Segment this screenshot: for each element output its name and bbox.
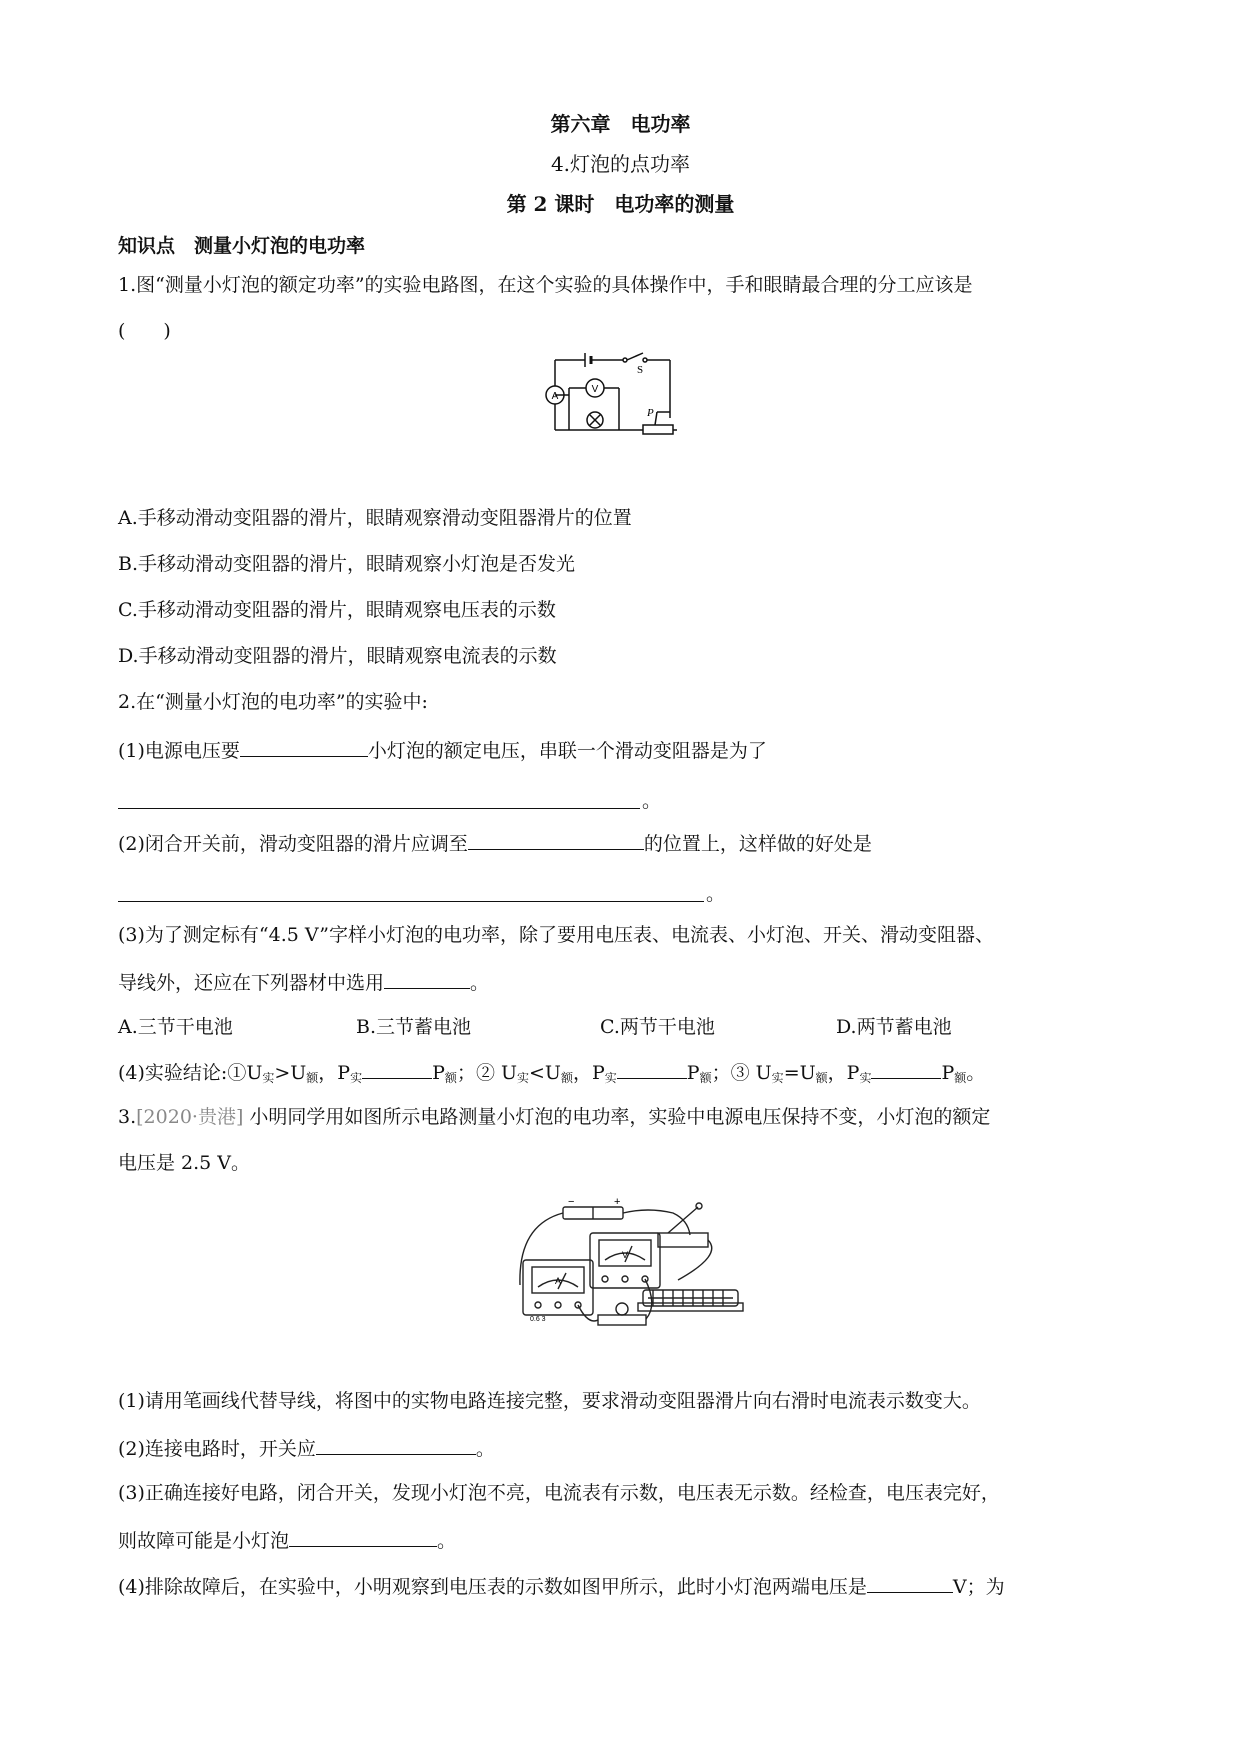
sub-e-2: 额 xyxy=(444,1071,457,1085)
sub-shi-4: 实 xyxy=(604,1071,617,1085)
sub-e-6: 额 xyxy=(954,1071,967,1085)
q3-part4-blank[interactable] xyxy=(867,1572,953,1593)
q2-part1-a: (1)电源电压要 xyxy=(118,740,240,762)
battery-plus: + xyxy=(614,1196,621,1208)
lesson-title: 第 2 课时 电功率的测量 xyxy=(506,192,735,216)
q2-part2-blank[interactable] xyxy=(468,829,644,850)
q2-part1-b: 小灯泡的额定电压，串联一个滑动变阻器是为了 xyxy=(367,740,767,762)
q3-source: [2020·贵港] xyxy=(136,1106,244,1128)
q2-part3-a: (3)为了测定标有“4.5 V”字样小灯泡的电功率，除了要用电压表、电流表、小灯泡、开关、滑动变阻器、 xyxy=(118,924,995,946)
q2-semi-2: ； xyxy=(711,1062,731,1084)
q2-p-2: P xyxy=(686,1062,700,1084)
ammeter-label: A xyxy=(551,391,559,402)
q2-part1-blank[interactable] xyxy=(240,736,368,757)
q2-option-c: C.两节干电池 xyxy=(600,1016,715,1038)
q3-stem-2: 电压是 2.5 V。 xyxy=(118,1152,251,1174)
q2-gt: >U xyxy=(274,1062,307,1084)
ammeter-scale-label: 0.6 3 xyxy=(530,1316,546,1323)
q1-stem: 1.图“测量小灯泡的额定功率”的实验电路图，在这个实验的具体操作中，手和眼睛最合理的分工应该是 xyxy=(118,274,973,296)
q2-part2 xyxy=(118,829,872,857)
switch-label: S xyxy=(637,364,644,376)
q2-part2-b: 的位置上，这样做的好处是 xyxy=(643,833,872,855)
q2-part1 xyxy=(118,736,767,764)
q3-circuit-figure xyxy=(508,1195,758,1335)
sub-e-5: 额 xyxy=(815,1071,828,1085)
q2-stem: 2.在“测量小灯泡的电功率”的实验中: xyxy=(118,691,428,713)
q3-part2-a: (2)连接电路时，开关应 xyxy=(118,1438,316,1460)
q2-comma-p-1: ，P xyxy=(318,1062,351,1084)
section-title: 4.灯泡的点功率 xyxy=(550,152,691,176)
sub-shi-6: 实 xyxy=(859,1071,872,1085)
slider-label: P xyxy=(647,407,654,419)
q2-p-3: P xyxy=(941,1062,955,1084)
q2-option-d: D.两节蓄电池 xyxy=(836,1016,952,1038)
sub-e-4: 额 xyxy=(699,1071,712,1085)
battery-minus: − xyxy=(568,1196,575,1208)
voltmeter-label: V xyxy=(591,384,599,395)
q3-part4 xyxy=(118,1572,1005,1600)
q2-part3 xyxy=(118,968,489,996)
sub-e-3: 额 xyxy=(560,1071,573,1085)
q3-part3-b: 则故障可能是小灯泡 xyxy=(118,1530,290,1552)
sub-shi-1: 实 xyxy=(262,1071,275,1085)
q2-part3-b: 导线外，还应在下列器材中选用 xyxy=(118,972,385,994)
q2-p4-prefix: (4)实验结论:①U xyxy=(118,1062,263,1084)
q2-comma-p-3: ，P xyxy=(827,1062,860,1084)
q3-part3-period: 。 xyxy=(437,1530,457,1552)
voltmeter-fig-label: V xyxy=(621,1250,629,1260)
knowledge-point: 知识点 测量小灯泡的电功率 xyxy=(118,235,366,257)
q2-part1-period: 。 xyxy=(642,790,662,812)
ammeter-fig-label: A xyxy=(554,1276,562,1286)
q3-part3-a: (3)正确连接好电路，闭合开关，发现小灯泡不亮，电流表有示数，电压表无示数。经检查，电压表完好， xyxy=(118,1482,1000,1504)
q3-part2-blank[interactable] xyxy=(316,1434,476,1455)
q2-lt: <U xyxy=(529,1062,561,1084)
q3-part4-a: (4)排除故障后，在实验中，小明观察到电压表的示数如图甲所示，此时小灯泡两端电压是 xyxy=(118,1576,867,1598)
sub-e-1: 额 xyxy=(306,1071,319,1085)
sub-shi-5: 实 xyxy=(771,1071,784,1085)
q2-part4-period: 。 xyxy=(966,1062,986,1084)
q2-part2-a: (2)闭合开关前，滑动变阻器的滑片应调至 xyxy=(118,833,468,855)
q1-option-a: A.手移动滑动变阻器的滑片，眼睛观察滑动变阻器滑片的位置 xyxy=(118,507,632,529)
sub-shi-2: 实 xyxy=(350,1071,363,1085)
q2-semi-1: ； xyxy=(456,1062,476,1084)
q1-option-b: B.手移动滑动变阻器的滑片，眼睛观察小灯泡是否发光 xyxy=(118,553,576,575)
q2-p-1: P xyxy=(432,1062,445,1084)
q2-comma-p-2: ，P xyxy=(572,1062,605,1084)
q3-part4-b: V；为 xyxy=(952,1576,1005,1598)
q2-part4-blank-3[interactable] xyxy=(871,1058,941,1079)
q2-part3-period: 。 xyxy=(470,972,490,994)
q2-part4 xyxy=(118,1058,985,1091)
sub-shi-3: 实 xyxy=(517,1071,530,1085)
q3-part2-period: 。 xyxy=(475,1438,495,1460)
q2-option-a: A.三节干电池 xyxy=(118,1016,233,1038)
q2-c2: ② U xyxy=(475,1062,517,1084)
q1-circuit-diagram xyxy=(545,350,695,440)
q1-option-d: D.手移动滑动变阻器的滑片，眼睛观察电流表的示数 xyxy=(118,645,557,667)
q1-bracket: ( ) xyxy=(118,320,171,342)
q3-part1: (1)请用笔画线代替导线，将图中的实物电路连接完整，要求滑动变阻器滑片向右滑时电流表示数变大。 xyxy=(118,1390,981,1412)
q2-eq: =U xyxy=(783,1062,816,1084)
q2-part4-blank-1[interactable] xyxy=(362,1058,432,1079)
q1-option-c: C.手移动滑动变阻器的滑片，眼睛观察电压表的示数 xyxy=(118,599,556,621)
q3-part3-blank[interactable] xyxy=(289,1526,437,1547)
q3-part3 xyxy=(118,1526,456,1554)
q2-part3-blank[interactable] xyxy=(384,968,470,989)
q2-part1-answer-line[interactable] xyxy=(118,808,640,809)
q3-num: 3. xyxy=(118,1106,137,1128)
q3-stem-a: 小明同学用如图所示电路测量小灯泡的电功率，实验中电源电压保持不变，小灯泡的额定 xyxy=(243,1106,991,1128)
q2-part2-answer-line[interactable] xyxy=(118,901,704,902)
q2-option-b: B.三节蓄电池 xyxy=(356,1016,472,1038)
q2-part4-blank-2[interactable] xyxy=(617,1058,687,1079)
chapter-title: 第六章 电功率 xyxy=(550,112,691,136)
q3-part2 xyxy=(118,1434,495,1462)
q2-c3: ③ U xyxy=(730,1062,772,1084)
q3-stem-1 xyxy=(118,1104,990,1130)
q2-part2-period: 。 xyxy=(706,883,726,905)
